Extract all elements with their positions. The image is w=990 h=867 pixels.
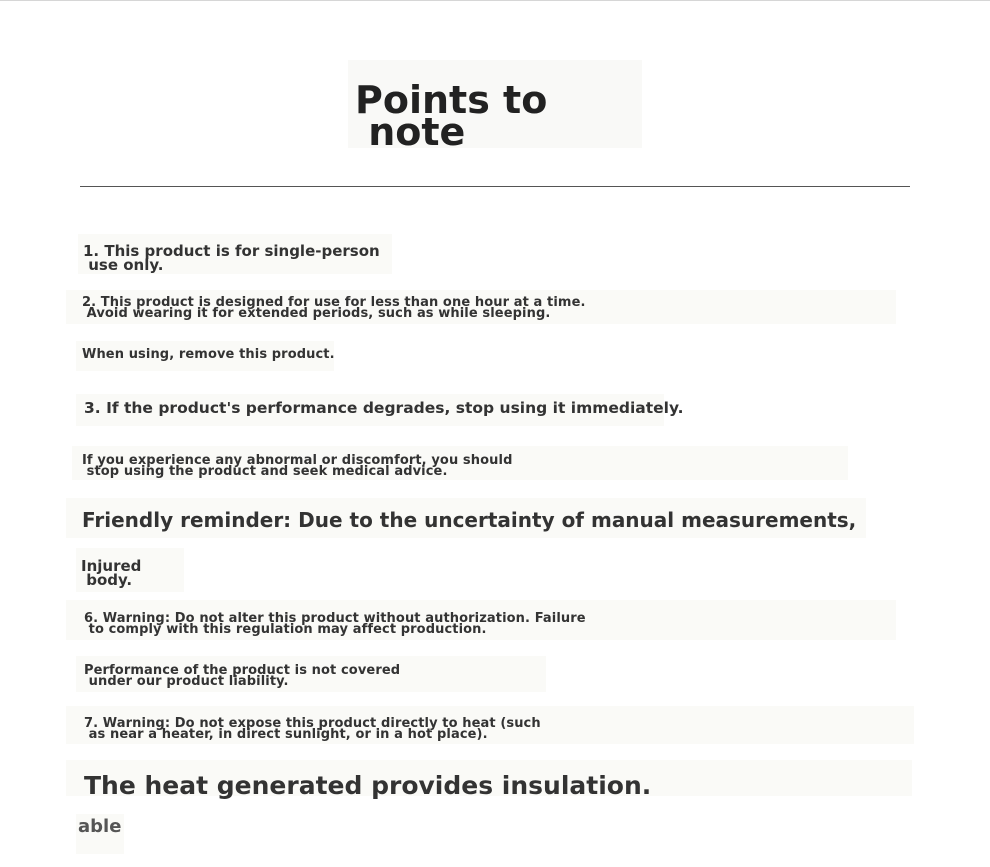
note-performance-degrades: 3. If the product's performance degrades, stop using it immediately. — [84, 399, 684, 417]
title-divider — [80, 186, 910, 187]
note-product-liability: Performance of the product is not covered under our product liability. — [84, 663, 401, 689]
note-friendly-reminder: Friendly reminder: Due to the uncertainty of manual measurements, — [82, 508, 857, 532]
note-warning-alteration: 6. Warning: Do not alter this product without authorization. Failure to comply with this regulation may affect production. — [84, 611, 586, 637]
page-title: Points to note — [355, 78, 548, 154]
top-border — [0, 0, 990, 1]
note-remove-product: When using, remove this product. — [82, 347, 335, 362]
note-usage-duration: 2. This product is designed for use for less than one hour at a time. Avoid wearing it for extended periods, such as while sleeping. — [82, 295, 586, 321]
note-injured-body: Injured body. — [81, 557, 142, 589]
note-single-person: 1. This product is for single-person use only. — [83, 242, 380, 274]
note-fragment: able — [78, 816, 122, 837]
note-heat-insulation: The heat generated provides insulation. — [84, 771, 652, 800]
note-warning-heat: 7. Warning: Do not expose this product directly to heat (such as near a heater, in direct sunlight, or in a hot place). — [84, 716, 541, 742]
note-seek-medical-advice: If you experience any abnormal or discomfort, you should stop using the product and seek medical advice. — [82, 453, 513, 479]
